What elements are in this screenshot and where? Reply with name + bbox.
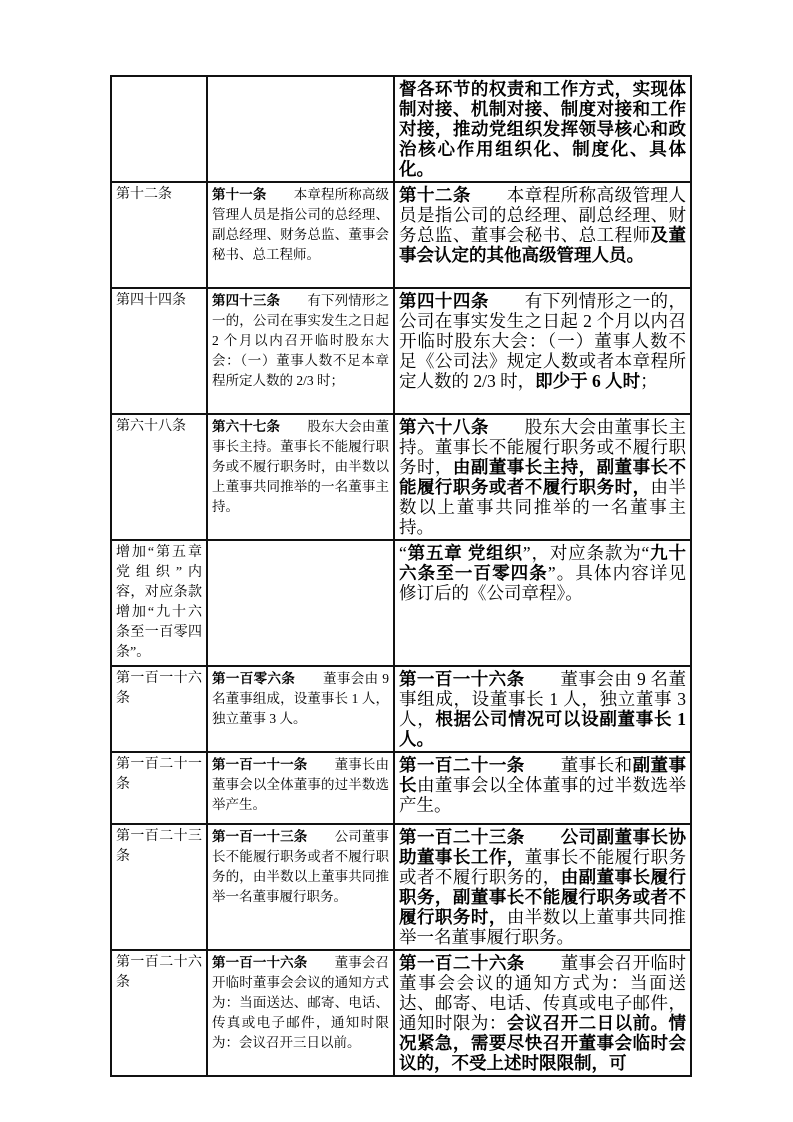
cell-old-article-ref: 第一百一十六条 xyxy=(111,666,207,752)
cell-original-text: 第一百一十六条 董事会召开临时董事会会议的通知方式为：当面送达、邮寄、电话、传真或电子邮件，通知时限为：会议召开三日以前。 xyxy=(207,950,394,1076)
cell-revised-text: 第十二条 本章程所称高级管理人员是指公司的总经理、副总经理、财务总监、董事会秘书、总工程师及董事会认定的其他高级管理人员。 xyxy=(394,182,691,288)
table-row xyxy=(111,666,691,752)
table-row xyxy=(111,950,691,1076)
cell-old-article-ref: 第一百二十三条 xyxy=(111,824,207,950)
cell-revised-text: 第一百二十六条 董事会召开临时董事会会议的通知方式为：当面送达、邮寄、电话、传真或电子邮件，通知时限为：会议召开二日以前。情况紧急，需要尽快召开董事会临时会议的，不受上述时限限制，可 xyxy=(394,950,691,1076)
cell-revised-text: 第一百二十三条 公司副董事长协助董事长工作，董事长不能履行职务或者不履行职务的，由副董事长履行职务，副董事长不能履行职务或者不履行职务时，由半数以上董事共同推举一名董事履行职务。 xyxy=(394,824,691,950)
table-row xyxy=(111,752,691,824)
cell-old-article-ref: 第四十四条 xyxy=(111,288,207,414)
table-row xyxy=(111,824,691,950)
cell-old-article-ref: 增加“第五章 党组织”内容，对应条款增加“九十六条至一百零四条”。 xyxy=(111,540,207,666)
cell-original-text: 第一百一十三条 公司董事长不能履行职务或者不履行职务的，由半数以上董事共同推举一名董事履行职务。 xyxy=(207,824,394,950)
cell-original-text xyxy=(207,540,394,666)
cell-revised-text: 第一百一十六条 董事会由 9 名董事组成，设董事长 1 人，独立董事 3 人，根据公司情况可以设副董事长 1 人。 xyxy=(394,666,691,752)
table-row xyxy=(111,76,691,182)
cell-original-text: 第六十七条 股东大会由董事长主持。董事长不能履行职务或不履行职务时，由半数以上董事共同推举的一名董事主持。 xyxy=(207,414,394,540)
cell-original-text: 第十一条 本章程所称高级管理人员是指公司的总经理、副总经理、财务总监、董事会秘书、总工程师。 xyxy=(207,182,394,288)
cell-old-article-ref: 第一百二十六条 xyxy=(111,950,207,1076)
table-row xyxy=(111,182,691,288)
cell-old-article-ref: 第六十八条 xyxy=(111,414,207,540)
cell-original-text: 第一百一十一条 董事长由董事会以全体董事的过半数选举产生。 xyxy=(207,752,394,824)
cell-old-article-ref xyxy=(111,76,207,182)
cell-revised-text: 第四十四条 有下列情形之一的，公司在事实发生之日起 2 个月以内召开临时股东大会：（一）董事人数不足《公司法》规定人数或者本章程所定人数的 2/3 时，即少于 6 人时； xyxy=(394,288,691,414)
table-row xyxy=(111,414,691,540)
cell-revised-text: 督各环节的权责和工作方式，实现体制对接、机制对接、制度对接和工作对接，推动党组织发挥领导核心和政治核心作用组织化、制度化、具体化。 xyxy=(394,76,691,182)
amendment-comparison-table xyxy=(110,75,692,1077)
cell-revised-text: 第一百二十一条 董事长和副董事长由董事会以全体董事的过半数选举产生。 xyxy=(394,752,691,824)
table-row xyxy=(111,540,691,666)
cell-revised-text: “第五章 党组织”，对应条款为“九十六条至一百零四条”。具体内容详见修订后的《公司章程》。 xyxy=(394,540,691,666)
cell-original-text: 第四十三条 有下列情形之一的，公司在事实发生之日起 2 个月以内召开临时股东大会：（一）董事人数不足本章程所定人数的 2/3 时； xyxy=(207,288,394,414)
table-row xyxy=(111,288,691,414)
amendment-table-body xyxy=(111,76,691,1076)
cell-original-text xyxy=(207,76,394,182)
cell-old-article-ref: 第一百二十一条 xyxy=(111,752,207,824)
cell-old-article-ref: 第十二条 xyxy=(111,182,207,288)
cell-revised-text: 第六十八条 股东大会由董事长主持。董事长不能履行职务或不履行职务时，由副董事长主持，副董事长不能履行职务或者不履行职务时，由半数以上董事共同推举的一名董事主持。 xyxy=(394,414,691,540)
cell-original-text: 第一百零六条 董事会由 9 名董事组成，设董事长 1 人，独立董事 3 人。 xyxy=(207,666,394,752)
